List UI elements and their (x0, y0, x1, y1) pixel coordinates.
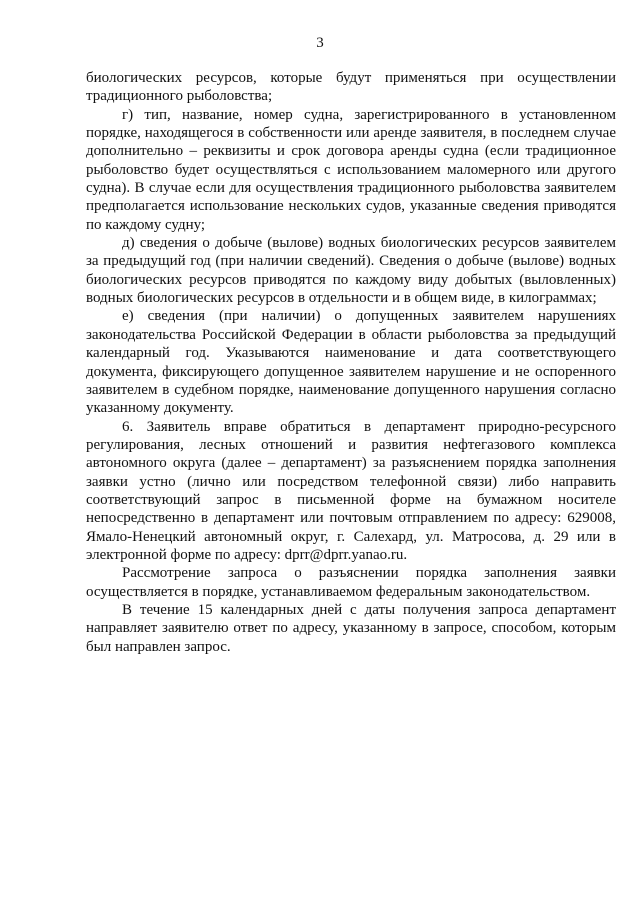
paragraph-vessel-info: г) тип, название, номер судна, зарегистрированного в установленном порядке, находящегося в собственности или аренде заявителя, в последнем случае дополнительно – реквизиты и срок договора аренды судна (если традиционное рыболовство будет осуществляться с использованием маломерного или другого судна). В случае если для осуществления традиционного рыболовства заявителем предполагается использование нескольких судов, указанные сведения приводятся по каждому судну; (86, 106, 616, 233)
paragraph-violations-info: е) сведения (при наличии) о допущенных заявителем нарушениях законодательства Российской Федерации в области рыболовства за предыдущий календарный год. Указываются наименование и дата соответствующего документа, фиксирующего допущенное заявителем нарушение и не оспоренного заявителем в судебном порядке, наименование допущенного нарушения согласно указанному документу. (86, 308, 616, 417)
paragraph-bio-resources-end: биологических ресурсов, которые будут применяться при осуществлении традиционного рыболовства; (86, 70, 616, 105)
document-body (86, 69, 616, 656)
paragraph-response-deadline: В течение 15 календарных дней с даты получения запроса департамент направляет заявителю ответ по адресу, указанному в запросе, способом, которым был направлен запрос. (86, 601, 616, 655)
page-number: 3 (316, 35, 324, 51)
paragraph-request-review: Рассмотрение запроса о разъяснении порядка заполнения заявки осуществляется в порядке, устанавливаемом федеральным законодательством. (86, 565, 616, 600)
paragraph-clarification-request: 6. Заявитель вправе обратиться в департамент природно-ресурсного регулирования, лесных отношений и развития нефтегазового комплекса автономного округа (далее – департамент) за разъяснением порядка заполнения заявки устно (лично или посредством телефонной связи) либо направить соответствующий запрос в письменной форме на бумажном носителе непосредственно в департамент или почтовым отправлением по адресу: 629008, Ямало-Ненецкий автономный округ, г. Салехард, ул. Матросова, д. 29 или в электронной форме по адресу: dprr@dprr.yanao.ru. (86, 418, 616, 563)
paragraph-catch-info: д) сведения о добыче (вылове) водных биологических ресурсов заявителем за предыдущий год (при наличии сведений). Сведения о добыче (вылове) водных биологических ресурсов приводятся по каждому виду добытых (выловленных) водных биологических ресурсов в отдельности и в общем виде, в килограммах; (86, 235, 616, 307)
